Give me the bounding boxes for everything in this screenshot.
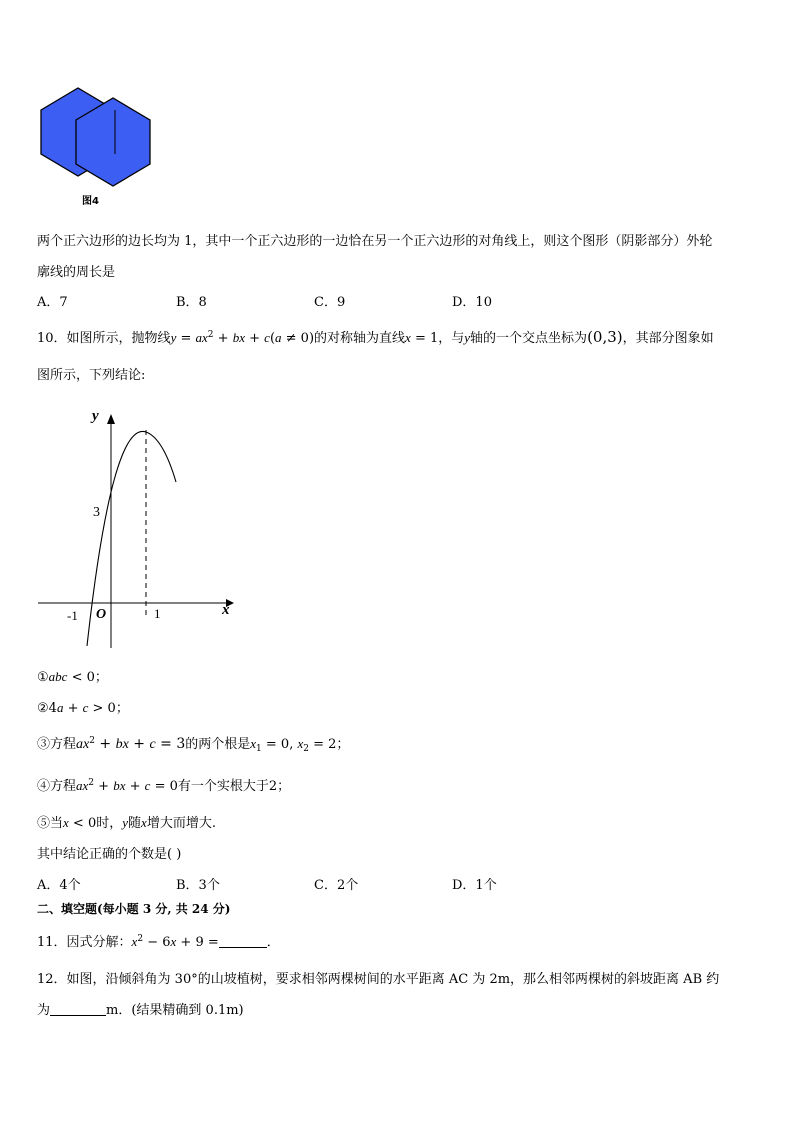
q10-text-line1 bbox=[37, 327, 714, 346]
q10-statement-3: ③方程$ax^2$ + bx + c = 3的两个根是$x_1 = 0$, $x_2 = 2$； bbox=[37, 736, 350, 754]
q10-option-d: D．1个 bbox=[452, 878, 497, 893]
q10-s3-middle: 的两个根是 bbox=[185, 737, 251, 752]
q10-s2-math: 4a + c > 0 bbox=[48, 700, 116, 716]
q10-s3-equation: $ax^2$ + bx + c = 3 bbox=[76, 736, 186, 752]
one-label: 1 bbox=[154, 606, 161, 621]
q12-text-line2 bbox=[37, 999, 244, 1018]
q10-option-c: C．2个 bbox=[314, 878, 359, 893]
q10-y-var: y bbox=[464, 330, 471, 345]
q9-text-line1: 两个正六边形的边长均为 1，其中一个正六边形的一边恰在另一个正六边形的对角线上，则这个图形（阴影部分）外轮 bbox=[37, 234, 713, 249]
neg-one-label: -1 bbox=[67, 608, 78, 623]
q10-s4-prefix: ④方程 bbox=[37, 779, 77, 794]
q9-option-b: B．8 bbox=[176, 295, 207, 310]
origin-label: O bbox=[96, 607, 107, 622]
q10-s5-condition: x < 0 bbox=[63, 815, 97, 831]
q11-answer-blank[interactable] bbox=[219, 935, 267, 948]
q10-question: 其中结论正确的个数是( ) bbox=[37, 847, 182, 862]
y-intercept-label: 3 bbox=[93, 505, 100, 520]
q10-statement-5 bbox=[37, 812, 216, 831]
q10-point: (0,3) bbox=[587, 328, 623, 346]
q9-option-c: C．9 bbox=[314, 295, 346, 310]
q10-parabola-graph bbox=[30, 400, 245, 650]
figure-4-caption: 图4 bbox=[82, 196, 99, 207]
q10-statement-1: ①abc < 0； bbox=[37, 669, 108, 685]
q10-s5-when: 时， bbox=[96, 816, 123, 831]
q10-s1-marker: ① bbox=[37, 670, 49, 685]
q10-statement-2: ②4a + c > 0； bbox=[37, 700, 129, 716]
q10-s5-x: x bbox=[141, 815, 147, 830]
q10-option-a: A．4个 bbox=[37, 878, 81, 893]
y-axis-arrow bbox=[107, 414, 115, 424]
q12-line2-prefix: 为 bbox=[37, 1003, 51, 1018]
q11-expression: $x^2 - 6x + 9$ = bbox=[131, 934, 219, 950]
q10-s4-equation: $ax^2$ + bx + c = 0 bbox=[76, 778, 178, 794]
q10-s5-with: 随 bbox=[128, 816, 142, 831]
figure-4-hexagons bbox=[36, 86, 156, 188]
q11-suffix: ． bbox=[266, 935, 280, 950]
q10-part3: ，与 bbox=[438, 331, 465, 346]
q10-text-line2: 图所示，下列结论: bbox=[37, 368, 146, 383]
q10-formula: $y = ax^2$ + bx + c(a ≠ 0) bbox=[170, 330, 315, 346]
q10-statement-4: ④方程$ax^2$ + bx + c = 0有一个实根大于2； bbox=[37, 778, 291, 794]
q12-line2-suffix: m．(结果精确到 0.1m) bbox=[106, 1003, 244, 1018]
q10-axis: x = 1 bbox=[405, 330, 439, 346]
q11-prefix: 11．因式分解： bbox=[37, 935, 132, 950]
q10-number: 10． bbox=[37, 331, 67, 346]
q9-text-line2: 廓线的周长是 bbox=[37, 265, 116, 280]
q12-text-line1: 12．如图，沿倾斜角为 30°的山坡植树，要求相邻两棵树间的水平距离 AC 为 2m，那么相邻两棵树的斜坡距离 AB 约 bbox=[37, 972, 720, 987]
section-2-title: 二、填空题(每小题 3 分, 共 24 分) bbox=[37, 902, 231, 916]
q10-s5-y: y bbox=[122, 815, 129, 830]
q10-s4-middle: 有一个实根大于 bbox=[177, 779, 269, 794]
x-axis-label: x bbox=[222, 602, 230, 618]
q10-part1: 如图所示，抛物线 bbox=[66, 331, 171, 346]
q10-s2-marker: ② bbox=[37, 701, 49, 716]
q10-s5-suffix: 增大而增大. bbox=[146, 816, 216, 831]
q12-answer-blank[interactable] bbox=[50, 1003, 106, 1016]
q10-part4: 轴的一个交点坐标为 bbox=[470, 331, 588, 346]
q10-option-b: B．3个 bbox=[176, 878, 220, 893]
q10-s3-prefix: ③方程 bbox=[37, 737, 77, 752]
q10-part5: ，其部分图象如 bbox=[622, 331, 714, 346]
q9-option-d: D．10 bbox=[452, 295, 492, 310]
q10-s5-prefix: ⑤当 bbox=[37, 816, 64, 831]
q9-option-a: A．7 bbox=[37, 295, 68, 310]
q10-s3-roots: $x_1 = 0$, $x_2 = 2$ bbox=[250, 736, 337, 754]
y-axis-label: y bbox=[92, 408, 99, 424]
q10-s1-math: abc < 0 bbox=[48, 669, 95, 685]
q11-text bbox=[37, 931, 280, 950]
q10-part2: 的对称轴为直线 bbox=[314, 331, 406, 346]
